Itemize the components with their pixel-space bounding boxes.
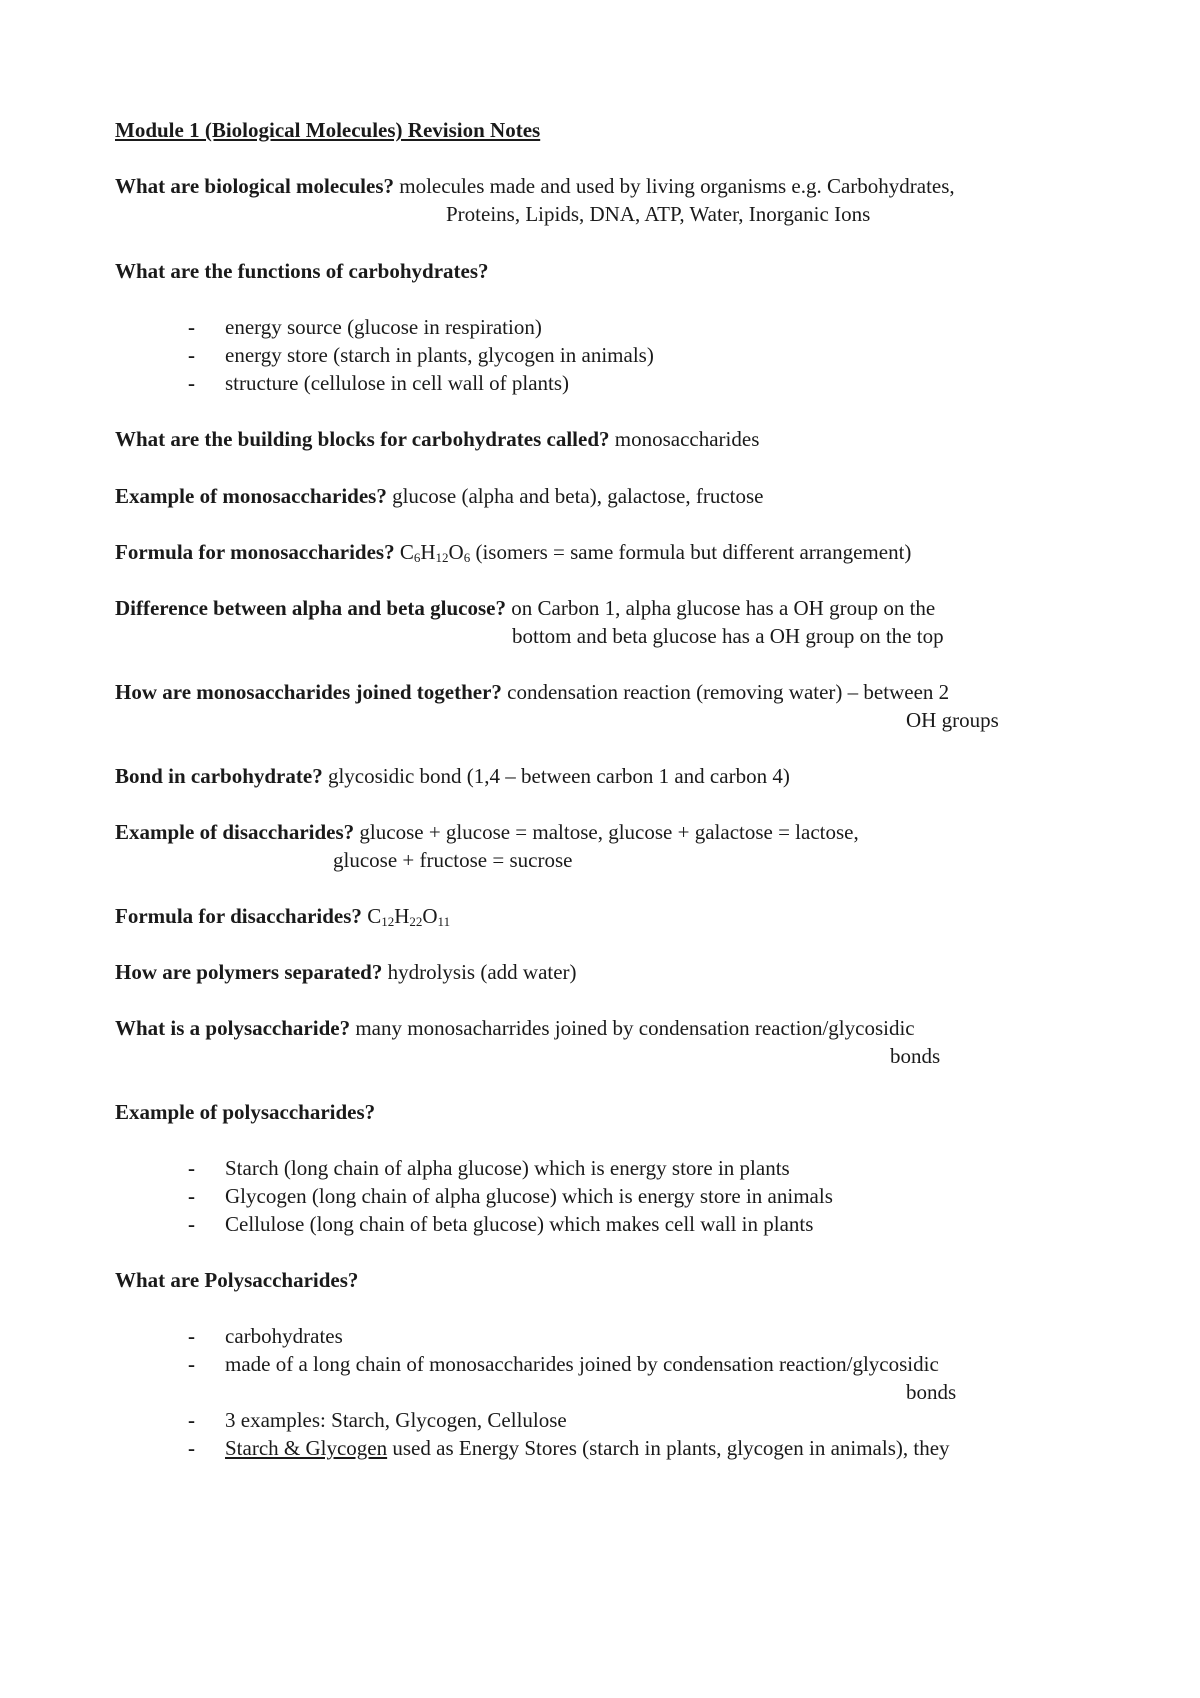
answer-text: monosaccharides — [609, 427, 760, 451]
qa-monosaccharide-joining — [115, 682, 949, 703]
list-item: - Starch (long chain of alpha glucose) which is energy store in plants — [188, 1156, 790, 1180]
qa-disaccharide-examples — [115, 822, 859, 843]
qa-biological-molecules — [115, 176, 955, 197]
question-text: Difference between alpha and beta glucose? — [115, 596, 506, 620]
list-item: - Glycogen (long chain of alpha glucose) which is energy store in animals — [188, 1184, 833, 1208]
qa-building-blocks — [115, 429, 759, 450]
qa-carbohydrate-functions — [115, 261, 489, 282]
qa-polysaccharide-examples — [115, 1102, 375, 1123]
question-text: Formula for monosaccharides? — [115, 540, 395, 564]
list-item: - 3 examples: Starch, Glycogen, Cellulose — [188, 1408, 567, 1432]
list-item: - energy source (glucose in respiration) — [188, 315, 542, 339]
bullet-dash: - — [188, 1352, 195, 1376]
chemical-formula: $C_{12}H_{22}O_{11}$ — [367, 904, 451, 929]
question-text: Example of polysaccharides? — [115, 1100, 376, 1124]
qa-alpha-beta-glucose — [115, 598, 935, 619]
question-text: What are the functions of carbohydrates? — [115, 259, 489, 283]
list-item: - energy store (starch in plants, glycogen in animals) — [188, 343, 654, 367]
qa-carbohydrate-bond — [115, 766, 790, 787]
bullet-dash: - — [188, 371, 195, 395]
list-item: - made of a long chain of monosaccharides joined by condensation reaction/glycosidic — [188, 1352, 939, 1376]
qa-polysaccharide-definition — [115, 1018, 915, 1039]
answer-continuation: OH groups — [906, 708, 999, 732]
answer-text: glycosidic bond (1,4 – between carbon 1 and carbon 4) — [322, 764, 790, 788]
qa-disaccharide-formula — [115, 906, 450, 927]
question-text: Bond in carbohydrate? — [115, 764, 323, 788]
answer-continuation: glucose + fructose = sucrose — [333, 848, 573, 872]
bullet-dash: - — [188, 1212, 195, 1236]
bullet-dash: - — [188, 1324, 195, 1348]
question-text: Example of disaccharides? — [115, 820, 355, 844]
question-text: What are Polysaccharides? — [115, 1268, 359, 1292]
answer-continuation: bottom and beta glucose has a OH group on the top — [512, 624, 944, 648]
qa-monosaccharide-examples — [115, 486, 764, 507]
question-text: What is a polysaccharide? — [115, 1016, 351, 1040]
answer-text: on Carbon 1, alpha glucose has a OH group on the — [506, 596, 936, 620]
list-item: - structure (cellulose in cell wall of plants) — [188, 371, 570, 395]
answer-text: many monosacharrides joined by condensation reaction/glycosidic — [350, 1016, 915, 1040]
answer-text: glucose + glucose = maltose, glucose + galactose = lactose, — [354, 820, 859, 844]
list-item: - carbohydrates — [188, 1324, 343, 1348]
question-text: What are the building blocks for carbohydrates called? — [115, 427, 610, 451]
qa-polymer-separation — [115, 962, 577, 983]
answer-text: hydrolysis (add water) — [382, 960, 577, 984]
bullet-dash: - — [188, 315, 195, 339]
bullet-dash: - — [188, 1184, 195, 1208]
answer-text: condensation reaction (removing water) – between 2 — [501, 680, 950, 704]
question-text: How are monosaccharides joined together? — [115, 680, 502, 704]
answer-text: glucose (alpha and beta), galactose, fructose — [386, 484, 764, 508]
question-text: How are polymers separated? — [115, 960, 383, 984]
list-item: - Starch & Glycogen used as Energy Stores (starch in plants, glycogen in animals), they — [188, 1436, 950, 1460]
bullet-dash: - — [188, 1436, 195, 1460]
chemical-formula: $C_6H_{12}O_6$ — [399, 540, 471, 565]
document-title: Module 1 (Biological Molecules) Revision Notes — [115, 118, 541, 142]
answer-continuation: Proteins, Lipids, DNA, ATP, Water, Inorganic Ions — [446, 202, 871, 226]
underlined-term: Starch & Glycogen — [225, 1436, 388, 1460]
bullet-dash: - — [188, 343, 195, 367]
question-text: What are biological molecules? — [115, 174, 394, 198]
list-item: - Cellulose (long chain of beta glucose) which makes cell wall in plants — [188, 1212, 814, 1236]
bullet-dash: - — [188, 1156, 195, 1180]
question-text: Example of monosaccharides? — [115, 484, 387, 508]
answer-text: molecules made and used by living organisms e.g. Carbohydrates, — [394, 174, 955, 198]
qa-monosaccharide-formula — [115, 542, 911, 563]
answer-text: (isomers = same formula but different arrangement) — [470, 540, 912, 564]
list-item-continuation: bonds — [906, 1380, 957, 1404]
qa-polysaccharides-summary — [115, 1270, 358, 1291]
answer-continuation: bonds — [890, 1044, 941, 1068]
question-text: Formula for disaccharides? — [115, 904, 362, 928]
bullet-dash: - — [188, 1408, 195, 1432]
